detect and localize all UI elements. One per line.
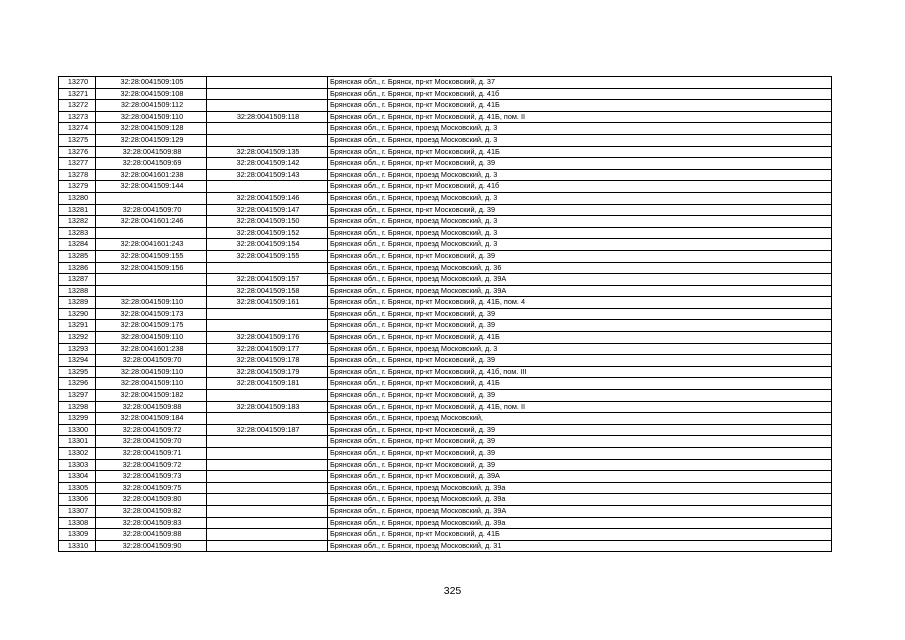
address-cell: Брянская обл., г. Брянск, проезд Московский, д. 39а <box>328 482 832 494</box>
table-row <box>59 227 832 239</box>
address-cell: Брянская обл., г. Брянск, пр-кт Московский, д. 39 <box>328 390 832 402</box>
address-cell: Брянская обл., г. Брянск, проезд Московский, д. 39А <box>328 505 832 517</box>
linked-cadastral-number-cell <box>207 262 328 274</box>
linked-cadastral-number-cell <box>207 471 328 483</box>
row-number-cell: 13294 <box>59 355 96 367</box>
address-cell: Брянская обл., г. Брянск, проезд Московский, д. 3 <box>328 343 832 355</box>
cadastral-number-cell: 32:28:0041509:128 <box>96 123 207 135</box>
table-row <box>59 401 832 413</box>
property-registry-table <box>58 76 832 552</box>
address-cell: Брянская обл., г. Брянск, пр-кт Московский, д. 41Б <box>328 332 832 344</box>
address-cell: Брянская обл., г. Брянск, пр-кт Московский, д. 41Б <box>328 529 832 541</box>
row-number-cell: 13299 <box>59 413 96 425</box>
cadastral-number-cell: 32:28:0041509:110 <box>96 111 207 123</box>
cadastral-number-cell: 32:28:0041509:72 <box>96 459 207 471</box>
address-cell: Брянская обл., г. Брянск, пр-кт Московский, д. 41б <box>328 88 832 100</box>
address-cell: Брянская обл., г. Брянск, пр-кт Московский, д. 39 <box>328 424 832 436</box>
table-row <box>59 540 832 552</box>
linked-cadastral-number-cell <box>207 123 328 135</box>
table-row <box>59 448 832 460</box>
table-row <box>59 181 832 193</box>
row-number-cell: 13301 <box>59 436 96 448</box>
address-cell: Брянская обл., г. Брянск, пр-кт Московский, д. 39 <box>328 204 832 216</box>
table-row <box>59 204 832 216</box>
table-row <box>59 390 832 402</box>
row-number-cell: 13303 <box>59 459 96 471</box>
address-cell: Брянская обл., г. Брянск, пр-кт Московский, д. 39 <box>328 436 832 448</box>
row-number-cell: 13279 <box>59 181 96 193</box>
row-number-cell: 13293 <box>59 343 96 355</box>
address-cell: Брянская обл., г. Брянск, пр-кт Московский, д. 41Б, пом. 4 <box>328 297 832 309</box>
row-number-cell: 13302 <box>59 448 96 460</box>
page-number: 325 <box>443 585 462 597</box>
cadastral-number-cell: 32:28:0041509:184 <box>96 413 207 425</box>
address-cell: Брянская обл., г. Брянск, пр-кт Московский, д. 39А <box>328 471 832 483</box>
cadastral-number-cell: 32:28:0041509:173 <box>96 308 207 320</box>
linked-cadastral-number-cell <box>207 529 328 541</box>
cadastral-number-cell: 32:28:0041509:69 <box>96 158 207 170</box>
linked-cadastral-number-cell <box>207 540 328 552</box>
table-row <box>59 262 832 274</box>
linked-cadastral-number-cell: 32:28:0041509:177 <box>207 343 328 355</box>
address-cell: Брянская обл., г. Брянск, проезд Московский, д. 3 <box>328 227 832 239</box>
cadastral-number-cell: 32:28:0041509:105 <box>96 77 207 89</box>
linked-cadastral-number-cell: 32:28:0041509:142 <box>207 158 328 170</box>
address-cell: Брянская обл., г. Брянск, проезд Московский, <box>328 413 832 425</box>
table-row <box>59 77 832 89</box>
linked-cadastral-number-cell: 32:28:0041509:183 <box>207 401 328 413</box>
row-number-cell: 13278 <box>59 169 96 181</box>
cadastral-number-cell <box>96 274 207 286</box>
linked-cadastral-number-cell: 32:28:0041509:150 <box>207 216 328 228</box>
cadastral-number-cell: 32:28:0041509:88 <box>96 529 207 541</box>
table-row <box>59 158 832 170</box>
cadastral-number-cell: 32:28:0041509:156 <box>96 262 207 274</box>
table-row <box>59 100 832 112</box>
address-cell: Брянская обл., г. Брянск, проезд Московский, д. 3 <box>328 123 832 135</box>
address-cell: Брянская обл., г. Брянск, пр-кт Московский, д. 39 <box>328 448 832 460</box>
linked-cadastral-number-cell: 32:28:0041509:179 <box>207 366 328 378</box>
address-cell: Брянская обл., г. Брянск, пр-кт Московский, д. 41б, пом. III <box>328 366 832 378</box>
table-row <box>59 111 832 123</box>
address-cell: Брянская обл., г. Брянск, проезд Московский, д. 3 <box>328 134 832 146</box>
linked-cadastral-number-cell <box>207 517 328 529</box>
linked-cadastral-number-cell <box>207 505 328 517</box>
linked-cadastral-number-cell: 32:28:0041509:118 <box>207 111 328 123</box>
cadastral-number-cell: 32:28:0041509:110 <box>96 378 207 390</box>
cadastral-number-cell: 32:28:0041509:71 <box>96 448 207 460</box>
table-row <box>59 297 832 309</box>
cadastral-number-cell <box>96 192 207 204</box>
linked-cadastral-number-cell: 32:28:0041509:157 <box>207 274 328 286</box>
address-cell: Брянская обл., г. Брянск, проезд Московский, д. 31 <box>328 540 832 552</box>
row-number-cell: 13290 <box>59 308 96 320</box>
table-row <box>59 332 832 344</box>
cadastral-number-cell: 32:28:0041601:238 <box>96 169 207 181</box>
cadastral-number-cell: 32:28:0041509:72 <box>96 424 207 436</box>
address-cell: Брянская обл., г. Брянск, проезд Московский, д. 3 <box>328 169 832 181</box>
cadastral-number-cell: 32:28:0041509:88 <box>96 146 207 158</box>
table-row <box>59 88 832 100</box>
address-cell: Брянская обл., г. Брянск, пр-кт Московский, д. 41б <box>328 181 832 193</box>
linked-cadastral-number-cell: 32:28:0041509:187 <box>207 424 328 436</box>
table-row <box>59 216 832 228</box>
table-row <box>59 378 832 390</box>
cadastral-number-cell: 32:28:0041509:90 <box>96 540 207 552</box>
row-number-cell: 13273 <box>59 111 96 123</box>
table-row <box>59 529 832 541</box>
linked-cadastral-number-cell: 32:28:0041509:178 <box>207 355 328 367</box>
row-number-cell: 13285 <box>59 250 96 262</box>
cadastral-number-cell: 32:28:0041509:73 <box>96 471 207 483</box>
address-cell: Брянская обл., г. Брянск, проезд Московский, д. 3 <box>328 239 832 251</box>
table-row <box>59 505 832 517</box>
row-number-cell: 13309 <box>59 529 96 541</box>
linked-cadastral-number-cell <box>207 320 328 332</box>
address-cell: Брянская обл., г. Брянск, пр-кт Московский, д. 39 <box>328 459 832 471</box>
table-row <box>59 424 832 436</box>
address-cell: Брянская обл., г. Брянск, проезд Московский, д. 39а <box>328 517 832 529</box>
cadastral-number-cell: 32:28:0041509:83 <box>96 517 207 529</box>
cadastral-number-cell: 32:28:0041601:246 <box>96 216 207 228</box>
linked-cadastral-number-cell: 32:28:0041509:135 <box>207 146 328 158</box>
row-number-cell: 13276 <box>59 146 96 158</box>
table-row <box>59 250 832 262</box>
linked-cadastral-number-cell <box>207 100 328 112</box>
address-cell: Брянская обл., г. Брянск, пр-кт Московский, д. 39 <box>328 320 832 332</box>
row-number-cell: 13295 <box>59 366 96 378</box>
linked-cadastral-number-cell: 32:28:0041509:155 <box>207 250 328 262</box>
address-cell: Брянская обл., г. Брянск, проезд Московский, д. 39А <box>328 285 832 297</box>
linked-cadastral-number-cell: 32:28:0041509:143 <box>207 169 328 181</box>
address-cell: Брянская обл., г. Брянск, пр-кт Московский, д. 39 <box>328 308 832 320</box>
table-row <box>59 436 832 448</box>
row-number-cell: 13282 <box>59 216 96 228</box>
linked-cadastral-number-cell <box>207 448 328 460</box>
cadastral-number-cell: 32:28:0041509:108 <box>96 88 207 100</box>
row-number-cell: 13305 <box>59 482 96 494</box>
cadastral-number-cell: 32:28:0041601:243 <box>96 239 207 251</box>
table-row <box>59 123 832 135</box>
table-row <box>59 494 832 506</box>
row-number-cell: 13291 <box>59 320 96 332</box>
row-number-cell: 13270 <box>59 77 96 89</box>
cadastral-number-cell: 32:28:0041509:175 <box>96 320 207 332</box>
row-number-cell: 13304 <box>59 471 96 483</box>
table-row <box>59 459 832 471</box>
linked-cadastral-number-cell: 32:28:0041509:161 <box>207 297 328 309</box>
address-cell: Брянская обл., г. Брянск, пр-кт Московский, д. 37 <box>328 77 832 89</box>
cadastral-number-cell: 32:28:0041509:80 <box>96 494 207 506</box>
table-row <box>59 274 832 286</box>
row-number-cell: 13286 <box>59 262 96 274</box>
cadastral-number-cell: 32:28:0041509:112 <box>96 100 207 112</box>
row-number-cell: 13281 <box>59 204 96 216</box>
cadastral-number-cell: 32:28:0041509:70 <box>96 204 207 216</box>
row-number-cell: 13280 <box>59 192 96 204</box>
linked-cadastral-number-cell <box>207 482 328 494</box>
linked-cadastral-number-cell: 32:28:0041509:176 <box>207 332 328 344</box>
cadastral-number-cell: 32:28:0041509:88 <box>96 401 207 413</box>
row-number-cell: 13298 <box>59 401 96 413</box>
linked-cadastral-number-cell <box>207 308 328 320</box>
table-row <box>59 146 832 158</box>
cadastral-number-cell <box>96 285 207 297</box>
address-cell: Брянская обл., г. Брянск, пр-кт Московский, д. 39 <box>328 355 832 367</box>
row-number-cell: 13292 <box>59 332 96 344</box>
address-cell: Брянская обл., г. Брянск, пр-кт Московский, д. 41Б, пом. II <box>328 111 832 123</box>
linked-cadastral-number-cell <box>207 390 328 402</box>
cadastral-number-cell: 32:28:0041509:182 <box>96 390 207 402</box>
row-number-cell: 13306 <box>59 494 96 506</box>
row-number-cell: 13283 <box>59 227 96 239</box>
registry-table-body <box>59 77 832 552</box>
table-row <box>59 355 832 367</box>
row-number-cell: 13287 <box>59 274 96 286</box>
table-row <box>59 308 832 320</box>
cadastral-number-cell: 32:28:0041509:70 <box>96 436 207 448</box>
row-number-cell: 13275 <box>59 134 96 146</box>
address-cell: Брянская обл., г. Брянск, проезд Московский, д. 39а <box>328 494 832 506</box>
row-number-cell: 13272 <box>59 100 96 112</box>
row-number-cell: 13288 <box>59 285 96 297</box>
linked-cadastral-number-cell: 32:28:0041509:152 <box>207 227 328 239</box>
table-row <box>59 285 832 297</box>
linked-cadastral-number-cell <box>207 181 328 193</box>
table-row <box>59 239 832 251</box>
table-row <box>59 471 832 483</box>
address-cell: Брянская обл., г. Брянск, пр-кт Московский, д. 41Б <box>328 378 832 390</box>
cadastral-number-cell: 32:28:0041509:110 <box>96 366 207 378</box>
row-number-cell: 13277 <box>59 158 96 170</box>
table-row <box>59 134 832 146</box>
row-number-cell: 13300 <box>59 424 96 436</box>
linked-cadastral-number-cell: 32:28:0041509:154 <box>207 239 328 251</box>
table-row <box>59 320 832 332</box>
row-number-cell: 13308 <box>59 517 96 529</box>
linked-cadastral-number-cell: 32:28:0041509:158 <box>207 285 328 297</box>
linked-cadastral-number-cell <box>207 134 328 146</box>
linked-cadastral-number-cell: 32:28:0041509:147 <box>207 204 328 216</box>
linked-cadastral-number-cell <box>207 413 328 425</box>
row-number-cell: 13289 <box>59 297 96 309</box>
address-cell: Брянская обл., г. Брянск, проезд Московский, д. 3 <box>328 192 832 204</box>
address-cell: Брянская обл., г. Брянск, проезд Московский, д. 36 <box>328 262 832 274</box>
linked-cadastral-number-cell <box>207 494 328 506</box>
linked-cadastral-number-cell: 32:28:0041509:146 <box>207 192 328 204</box>
cadastral-number-cell: 32:28:0041509:110 <box>96 332 207 344</box>
cadastral-number-cell: 32:28:0041509:70 <box>96 355 207 367</box>
table-row <box>59 482 832 494</box>
row-number-cell: 13307 <box>59 505 96 517</box>
row-number-cell: 13296 <box>59 378 96 390</box>
table-row <box>59 343 832 355</box>
linked-cadastral-number-cell <box>207 459 328 471</box>
linked-cadastral-number-cell <box>207 77 328 89</box>
cadastral-number-cell: 32:28:0041509:82 <box>96 505 207 517</box>
address-cell: Брянская обл., г. Брянск, пр-кт Московский, д. 39 <box>328 250 832 262</box>
table-row <box>59 413 832 425</box>
address-cell: Брянская обл., г. Брянск, пр-кт Московский, д. 41Б <box>328 100 832 112</box>
address-cell: Брянская обл., г. Брянск, пр-кт Московский, д. 41Б <box>328 146 832 158</box>
table-row <box>59 192 832 204</box>
table-row <box>59 517 832 529</box>
row-number-cell: 13284 <box>59 239 96 251</box>
linked-cadastral-number-cell: 32:28:0041509:181 <box>207 378 328 390</box>
cadastral-number-cell: 32:28:0041509:110 <box>96 297 207 309</box>
cadastral-number-cell: 32:28:0041509:75 <box>96 482 207 494</box>
address-cell: Брянская обл., г. Брянск, проезд Московский, д. 39А <box>328 274 832 286</box>
cadastral-number-cell: 32:28:0041601:238 <box>96 343 207 355</box>
cadastral-number-cell: 32:28:0041509:144 <box>96 181 207 193</box>
row-number-cell: 13297 <box>59 390 96 402</box>
row-number-cell: 13271 <box>59 88 96 100</box>
linked-cadastral-number-cell <box>207 436 328 448</box>
row-number-cell: 13310 <box>59 540 96 552</box>
table-row <box>59 169 832 181</box>
cadastral-number-cell <box>96 227 207 239</box>
address-cell: Брянская обл., г. Брянск, пр-кт Московский, д. 39 <box>328 158 832 170</box>
row-number-cell: 13274 <box>59 123 96 135</box>
linked-cadastral-number-cell <box>207 88 328 100</box>
cadastral-number-cell: 32:28:0041509:129 <box>96 134 207 146</box>
table-row <box>59 366 832 378</box>
cadastral-number-cell: 32:28:0041509:155 <box>96 250 207 262</box>
address-cell: Брянская обл., г. Брянск, проезд Московский, д. 3 <box>328 216 832 228</box>
address-cell: Брянская обл., г. Брянск, пр-кт Московский, д. 41Б, пом. II <box>328 401 832 413</box>
